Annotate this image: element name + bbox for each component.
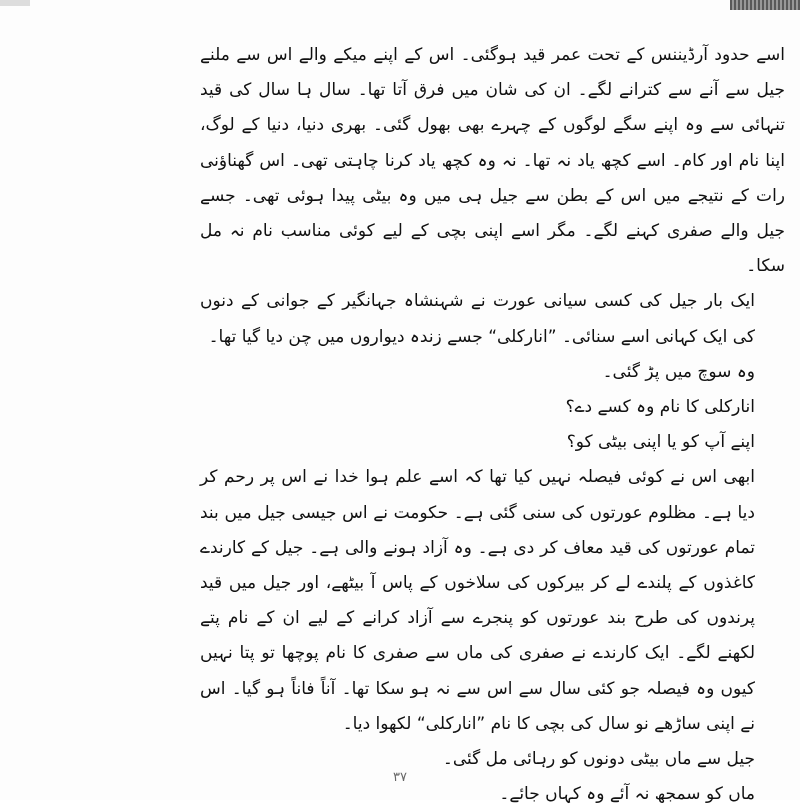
scan-edge-artifact-left (0, 0, 30, 6)
text-line: کہانی اسے سنائی۔ ”انارکلی“ جسے زندہ دیواروں میں چن دیا گیا تھا۔ (208, 326, 698, 347)
text-line: کو پنجرے سے آزاد کرانے کے لیے ان کے نام پتے لکھنے لگے۔ ایک کارندے نے (200, 608, 755, 664)
text-line: نام اور کام۔ اسے کچھ یاد نہ تھا۔ نہ وہ کچھ یاد کرنا چاہتی تھی۔ اس گھناؤنی رات کے نتیجے (200, 150, 785, 206)
body-text (200, 38, 785, 812)
text-line: سے نہ ہو سکا تھا۔ آناً فاناً ہو گیا۔ اس نے اپنی ساڑھے نو سال کی بچی کا نام ”انارکلی“ (200, 678, 755, 734)
text-line: ملنے جیل سے آنے سے کترانے لگے۔ ان کی شان میں فرق آتا تھا۔ سال ہا سال کی (200, 45, 786, 101)
paragraph (200, 284, 785, 354)
paragraph (200, 390, 785, 425)
text-line: اپنے آپ کو یا اپنی بیٹی کو؟ (566, 432, 755, 453)
text-line: معاف کر دی ہے۔ وہ آزاد ہونے والی ہے۔ جیل کے کارندے کاغذوں کے پلندے (200, 537, 756, 594)
text-line: جیل سے ماں بیٹی دونوں کو رہائی مل گئی۔ (442, 749, 755, 770)
text-line: انارکلی کا نام وہ کسے دے؟ (565, 397, 755, 418)
text-line: میں اس کے بطن سے جیل ہی میں وہ بیٹی پیدا ہوئی تھی۔ جسے جیل والے صفری کہنے (200, 185, 785, 242)
page-number: ۳۷ (393, 770, 407, 785)
text-line: ایک بار جیل کی کسی سیانی عورت نے شہنشاہ جہانگیر کے جوانی کے دنوں کی ایک (200, 291, 755, 347)
text-line: اسے حدود آرڈیننس کے تحت عمر قید ہوگئی۔ اس کے اپنے میکے والے اس سے (236, 45, 785, 65)
paragraph (200, 355, 785, 390)
scan-edge-artifact (730, 0, 800, 10)
text-line: وہ سوچ میں پڑ گئی۔ (602, 361, 755, 382)
text-line: لے کر بیرکوں کی سلاخوں کے پاس آ بیٹھے، اور جیل میں قید پرندوں کی طرح بند عورتوں (200, 573, 755, 629)
text-line: مظلوم عورتوں کی سنی گئی ہے۔ حکومت نے اس جیسی جیل میں بند تمام عورتوں کی قید (200, 502, 755, 558)
paragraph (200, 425, 785, 460)
text-line: ابھی اس نے کوئی فیصلہ نہیں کیا تھا کہ اسے علم ہوا خدا نے اس پر رحم کر دیا ہے۔ (200, 467, 755, 523)
text-line: ماں کو سمجھ نہ آئے وہ کہاں جائے۔ (499, 784, 755, 805)
paragraph (200, 38, 785, 284)
text-line: لگے۔ مگر اسے اپنی بچی کے لیے کوئی مناسب نام نہ مل سکا۔ (200, 221, 785, 277)
text-line: لکھوا دیا۔ (342, 713, 412, 734)
text-line: صفری کی ماں سے صفری کا نام پوچھا تو پتا نہیں کیوں وہ فیصلہ جو کئی سال سے اس (200, 643, 756, 699)
text-line: قید تنہائی سے وہ اپنے سگے لوگوں کے چہرے بھی بھول گئی۔ بھری دنیا، دنیا کے لوگ، اپنا (200, 80, 785, 171)
paragraph (200, 460, 785, 742)
